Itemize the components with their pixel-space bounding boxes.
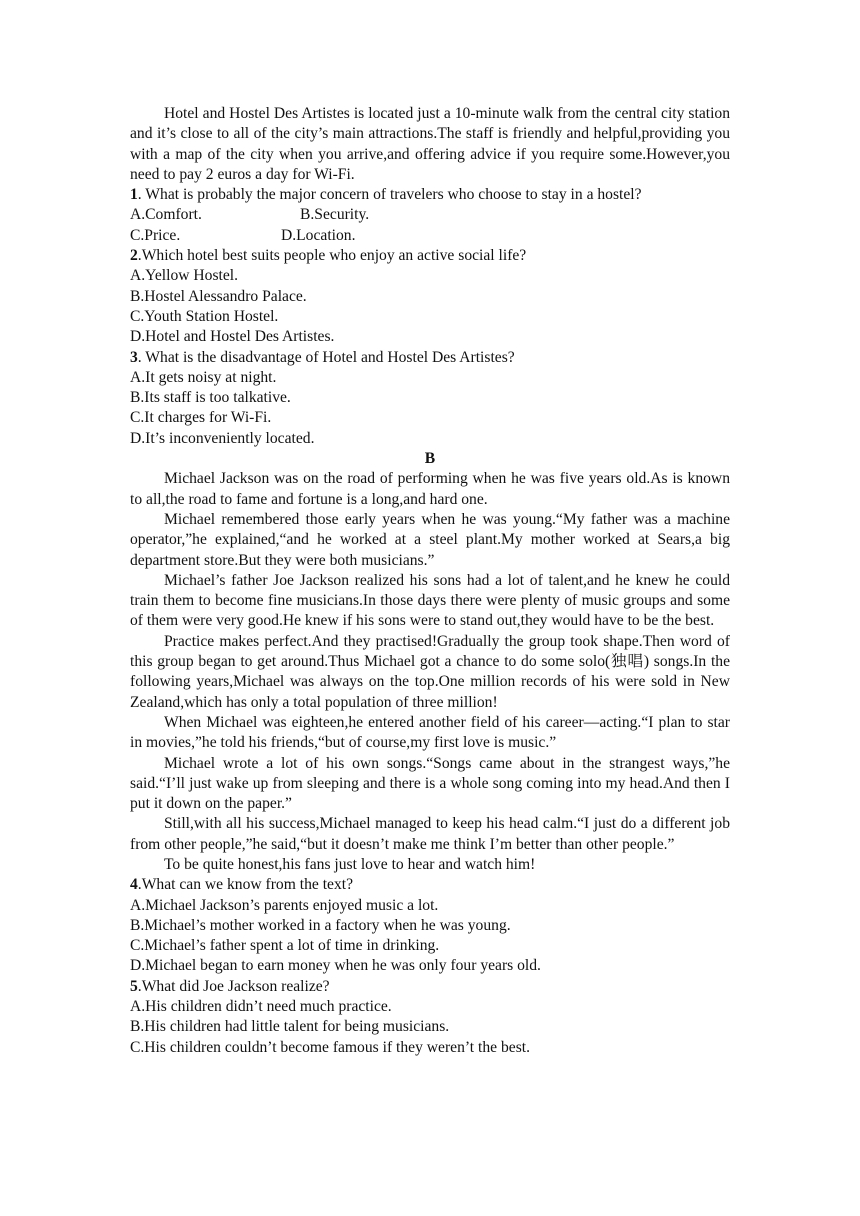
option-a: A.Michael Jackson’s parents enjoyed music a lot.	[130, 896, 439, 914]
option-b: B.Michael’s mother worked in a factory when he was young.	[130, 916, 511, 934]
question-3	[130, 348, 730, 368]
option-b: B.Hostel Alessandro Palace.	[130, 287, 307, 305]
option-a: A.It gets noisy at night.	[130, 368, 277, 386]
option-d: D.Location.	[281, 226, 356, 244]
passage-paragraph: Michael wrote a lot of his own songs.“Songs came about in the strangest ways,”he said.“I’ll just wake up from sleeping and there is a whole song coming into my head.And then I put it down on the paper.”	[130, 754, 730, 813]
intro-paragraph: Hotel and Hostel Des Artistes is located just a 10-minute walk from the central city station and it’s close to all of the city’s main attractions.The staff is friendly and helpful,providing you with a map of the city when you arrive,and offering advice if you require some.However,you need to pay 2 euros a day for Wi-Fi.	[130, 105, 730, 183]
question-number: 1	[130, 186, 138, 204]
question-text: . What is the disadvantage of Hotel and Hostel Des Artistes?	[137, 348, 515, 366]
question-text: .Which hotel best suits people who enjoy an active social life?	[137, 247, 527, 265]
option-b: B.Security.	[300, 206, 370, 224]
option-c: C.Michael’s father spent a lot of time in drinking.	[130, 937, 440, 955]
passage-paragraph: Michael Jackson was on the road of performing when he was five years old.As is known to all,the road to fame and fortune is a long,and hard one.	[130, 470, 730, 508]
passage-paragraph: To be quite honest,his fans just love to hear and watch him!	[164, 855, 536, 873]
option-c: C.His children couldn’t become famous if they weren’t the best.	[130, 1038, 530, 1056]
question-text: .What did Joe Jackson realize?	[137, 977, 330, 995]
question-number: 5	[130, 977, 138, 995]
question-text: .What can we know from the text?	[137, 876, 353, 894]
options-row	[130, 205, 730, 225]
option-b: B.Its staff is too talkative.	[130, 389, 291, 407]
question-number: 2	[130, 247, 138, 265]
question-number: 4	[130, 876, 138, 894]
question-5	[130, 977, 730, 997]
option-d: D.Hotel and Hostel Des Artistes.	[130, 328, 335, 346]
question-text: . What is probably the major concern of travelers who choose to stay in a hostel?	[137, 186, 642, 204]
passage-paragraph: When Michael was eighteen,he entered another field of his career—acting.“I plan to star in movies,”he told his friends,“but of course,my first love is music.”	[130, 713, 730, 752]
option-c: C.It charges for Wi-Fi.	[130, 409, 272, 427]
question-1	[130, 185, 730, 205]
option-c: C.Price.	[130, 226, 181, 244]
option-b: B.His children had little talent for being musicians.	[130, 1018, 450, 1036]
section-heading: B	[424, 450, 436, 468]
question-2	[130, 246, 730, 266]
option-a: A.His children didn’t need much practice.	[130, 998, 392, 1016]
passage-paragraph: Still,with all his success,Michael managed to keep his head calm.“I just do a different job from other people,”he said,“but it doesn’t make me think I’m better than other people.”	[130, 815, 730, 853]
option-a: A.Comfort.	[130, 206, 202, 224]
document-page	[130, 104, 730, 1058]
option-d: D.It’s inconveniently located.	[130, 429, 315, 447]
option-a: A.Yellow Hostel.	[130, 267, 239, 285]
option-c: C.Youth Station Hostel.	[130, 307, 279, 325]
options-row	[130, 226, 730, 246]
option-d: D.Michael began to earn money when he was only four years old.	[130, 957, 541, 975]
passage-paragraph: Michael remembered those early years when he was young.“My father was a machine operator,”he explained,“and he worked at a steel plant.My mother worked at Sears,a big department store.But they were both musicians.”	[130, 510, 730, 569]
passage-paragraph: Practice makes perfect.And they practised!Gradually the group took shape.Then word of this group began to get around.Thus Michael got a chance to do some solo(独唱) songs.In the following years,Michael was always on the top.One million records of his were sold in New Zealand,which has only a total population of three million!	[130, 632, 730, 711]
question-number: 3	[130, 348, 138, 366]
passage-paragraph: Michael’s father Joe Jackson realized his sons had a lot of talent,and he knew he could train them to become fine musicians.In those days there were plenty of music groups and some of them were very good.He knew if his sons were to stand out,they would have to be the best.	[130, 571, 730, 630]
question-4	[130, 875, 730, 895]
